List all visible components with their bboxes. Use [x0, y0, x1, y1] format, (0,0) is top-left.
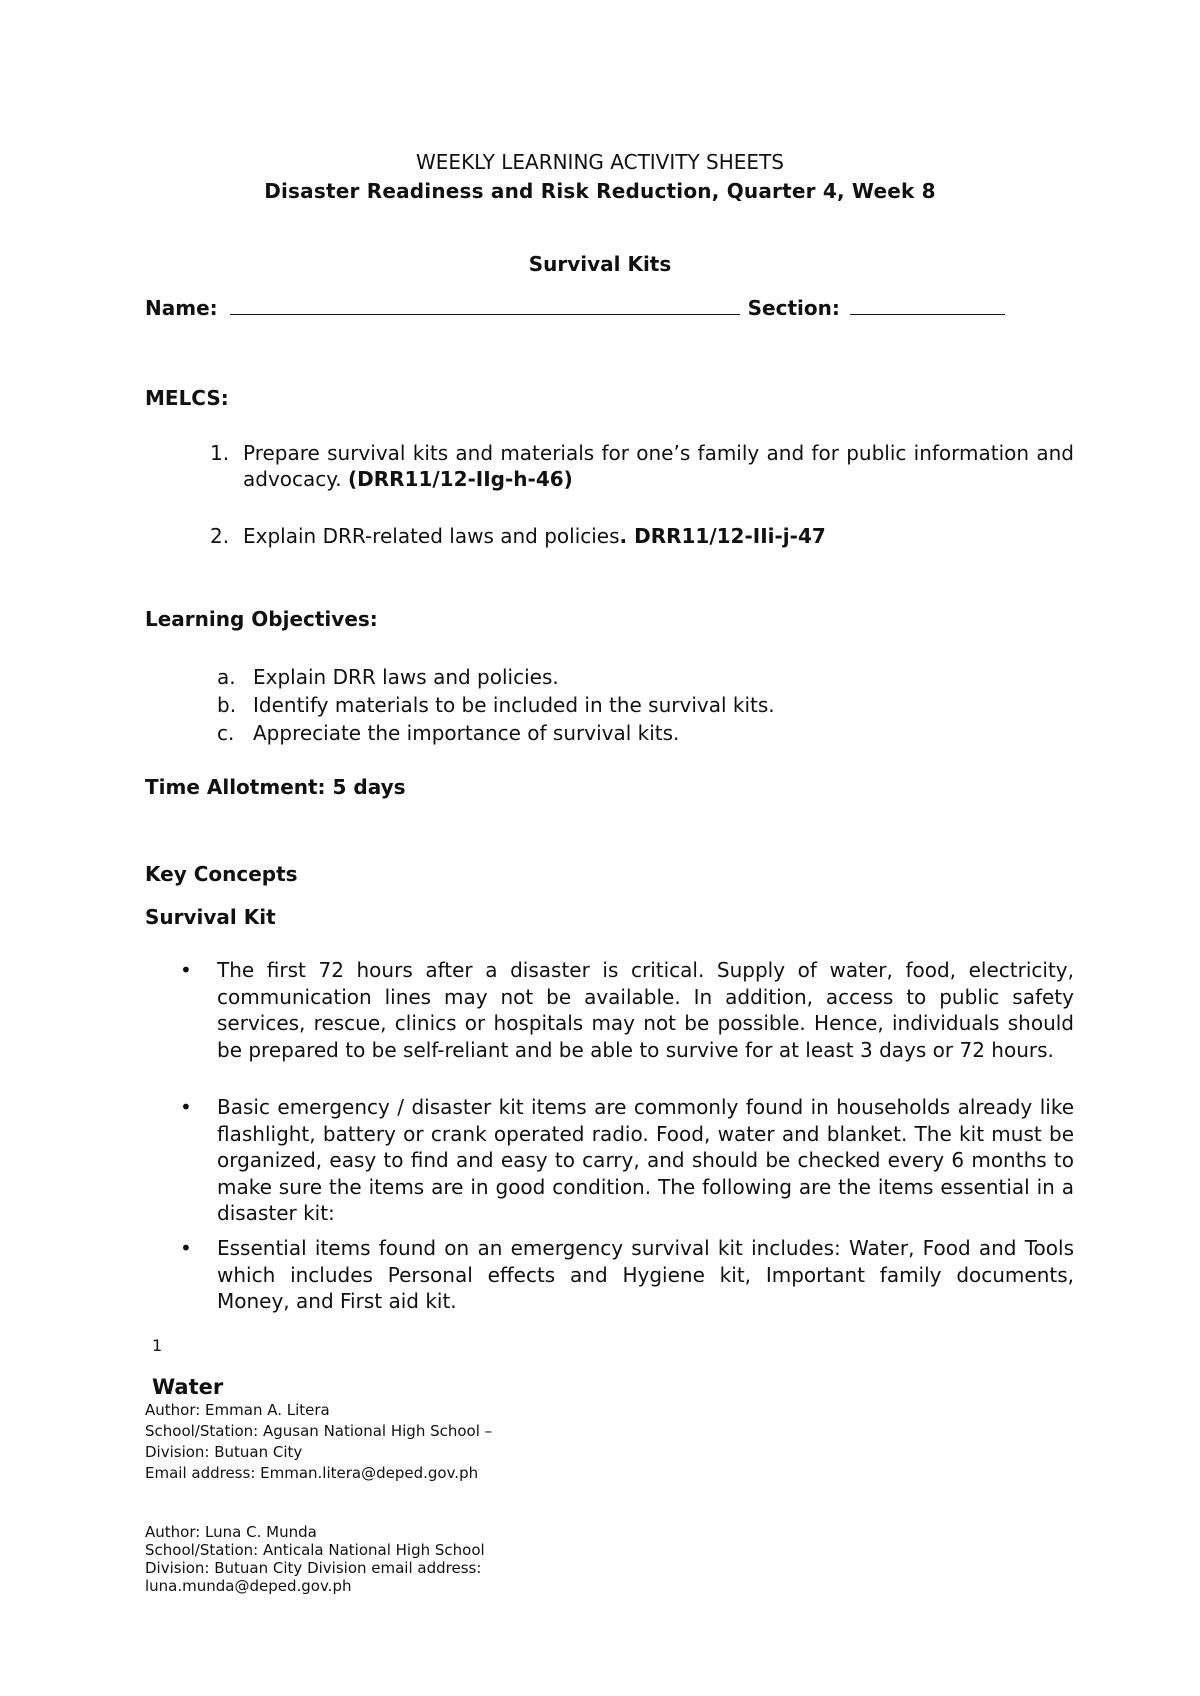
objective-item: [217, 719, 679, 747]
section-blank-line: [850, 296, 1005, 315]
melc-text: Prepare survival kits and materials for one’s family and for public information and advocacy.: [243, 441, 1074, 491]
objective-text: Identify materials to be included in the survival kits.: [253, 693, 775, 717]
author-division: Division: Butuan City: [145, 1443, 303, 1461]
sheet-title: WEEKLY LEARNING ACTIVITY SHEETS: [416, 150, 784, 174]
bullet-icon: •: [180, 958, 192, 982]
document-title: Survival Kits: [528, 252, 672, 276]
author-division: Division: Butuan City Division email address:: [145, 1559, 482, 1577]
bullet-text: Basic emergency / disaster kit items are commonly found in households already like flashlight, battery or crank operated radio. Food, water and blanket. The kit must be organized, easy to find and easy to carry, and should be checked every 6 months to make sure the items are in good condition. The following are the items essential in a disaster kit:: [217, 1095, 1074, 1225]
sheet-subtitle: Disaster Readiness and Risk Reduction, Quarter 4, Week 8: [264, 179, 936, 203]
objective-item: [217, 691, 775, 719]
objective-letter: c.: [217, 721, 235, 745]
page-number: 1: [152, 1336, 163, 1355]
author-name: Author: Luna C. Munda: [145, 1523, 317, 1541]
name-label: Name:: [145, 296, 218, 320]
objective-item: [217, 663, 559, 691]
survival-kit-heading: Survival Kit: [145, 905, 276, 929]
melc-number: 1.: [210, 441, 230, 465]
objective-letter: b.: [217, 693, 237, 717]
name-blank-line: [230, 296, 740, 315]
bullet-item: [180, 1094, 1074, 1227]
time-allotment: Time Allotment: 5 days: [145, 775, 406, 799]
objective-text: Appreciate the importance of survival kits.: [253, 721, 680, 745]
author-name: Author: Emman A. Litera: [145, 1401, 330, 1419]
objective-text: Explain DRR laws and policies.: [253, 665, 559, 689]
bullet-item: [180, 1235, 1074, 1315]
melc-item: [210, 440, 1074, 492]
bullet-text: Essential items found on an emergency survival kit includes: Water, Food and Tools which includes Personal effects and Hygiene kit, Important family documents, Money, and First aid kit.: [217, 1236, 1074, 1313]
author-school: School/Station: Anticala National High School: [145, 1541, 485, 1559]
melc-code: . DRR11/12-IIi-j-47: [619, 524, 826, 548]
melc-code: (DRR11/12-IIg-h-46): [347, 467, 573, 491]
name-section-row: [145, 296, 1005, 320]
author-email: luna.munda@deped.gov.ph: [145, 1577, 352, 1595]
water-heading: Water: [152, 1375, 224, 1399]
melcs-heading: MELCS:: [145, 386, 229, 410]
author-block: [145, 1523, 625, 1595]
bullet-icon: •: [180, 1095, 192, 1119]
author-email: Email address: Emman.litera@deped.gov.ph: [145, 1464, 479, 1482]
melc-number: 2.: [210, 524, 230, 548]
objective-letter: a.: [217, 665, 236, 689]
bullet-icon: •: [180, 1236, 192, 1260]
section-label: Section:: [747, 296, 840, 320]
melc-item: [210, 523, 1074, 549]
melc-text: Explain DRR-related laws and policies: [243, 524, 620, 548]
author-school: School/Station: Agusan National High School –: [145, 1422, 493, 1440]
author-block: [145, 1400, 625, 1484]
key-concepts-heading: Key Concepts: [145, 862, 298, 886]
learning-objectives-heading: Learning Objectives:: [145, 607, 378, 631]
bullet-item: [180, 957, 1074, 1063]
bullet-text: The first 72 hours after a disaster is critical. Supply of water, food, electricity, communication lines may not be available. In addition, access to public safety services, rescue, clinics or hospitals may not be possible. Hence, individuals should be prepared to be self-reliant and be able to survive for at least 3 days or 72 hours.: [217, 958, 1074, 1062]
